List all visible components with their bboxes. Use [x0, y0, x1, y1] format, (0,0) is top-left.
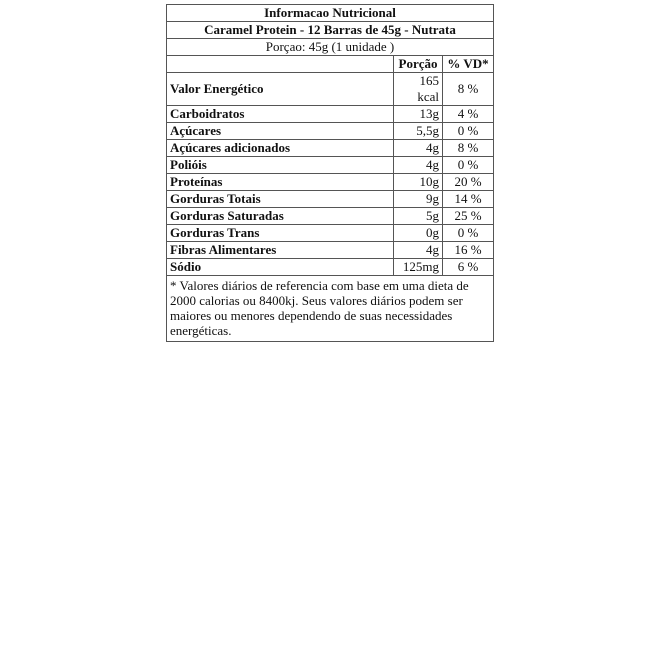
nutrient-name: Carboidratos [167, 106, 394, 123]
nutrient-name: Açúcares [167, 123, 394, 140]
footnote: * Valores diários de referencia com base em uma dieta de 2000 calorias ou 8400kj. Seus valores diários podem ser maiores ou menores dependendo de suas necessidades energéticas. [167, 276, 494, 342]
nutrient-vd: 0 % [443, 157, 494, 174]
nutrient-vd: 16 % [443, 242, 494, 259]
nutrient-vd: 0 % [443, 225, 494, 242]
nutrient-portion: 4g [394, 242, 443, 259]
nutrient-name: Gorduras Saturadas [167, 208, 394, 225]
nutrient-vd: 25 % [443, 208, 494, 225]
table-row [167, 242, 494, 259]
nutrient-portion: 5,5g [394, 123, 443, 140]
nutrient-vd: 6 % [443, 259, 494, 276]
serving-size: Porçao: 45g (1 unidade ) [167, 39, 494, 56]
table-row [167, 140, 494, 157]
table-title: Informacao Nutricional [167, 5, 494, 22]
table-row [167, 106, 494, 123]
nutrient-portion: 10g [394, 174, 443, 191]
column-header-portion: Porção [394, 56, 443, 73]
nutrient-portion: 165 kcal [394, 73, 443, 106]
table-row [167, 208, 494, 225]
nutrient-vd: 8 % [443, 73, 494, 106]
table-row [167, 191, 494, 208]
nutrient-vd: 20 % [443, 174, 494, 191]
table-row [167, 157, 494, 174]
nutrient-portion: 4g [394, 157, 443, 174]
table-row [167, 259, 494, 276]
nutrition-facts-table [166, 4, 494, 342]
column-header-row [167, 56, 494, 73]
nutrient-name: Fibras Alimentares [167, 242, 394, 259]
table-row [167, 123, 494, 140]
nutrient-vd: 0 % [443, 123, 494, 140]
nutrient-portion: 5g [394, 208, 443, 225]
table-row [167, 73, 494, 106]
nutrient-name: Gorduras Totais [167, 191, 394, 208]
nutrient-portion: 0g [394, 225, 443, 242]
title-row [167, 5, 494, 22]
nutrient-name: Polióis [167, 157, 394, 174]
nutrient-name: Sódio [167, 259, 394, 276]
nutrient-vd: 8 % [443, 140, 494, 157]
column-header-vd: % VD* [443, 56, 494, 73]
product-row [167, 22, 494, 39]
nutrient-name: Valor Energético [167, 73, 394, 106]
column-header-name [167, 56, 394, 73]
nutrient-name: Gorduras Trans [167, 225, 394, 242]
nutrient-vd: 4 % [443, 106, 494, 123]
nutrient-name: Açúcares adicionados [167, 140, 394, 157]
footnote-row [167, 276, 494, 342]
nutrient-portion: 125mg [394, 259, 443, 276]
product-name: Caramel Protein - 12 Barras de 45g - Nutrata [167, 22, 494, 39]
nutrient-portion: 13g [394, 106, 443, 123]
table-row [167, 174, 494, 191]
nutrient-vd: 14 % [443, 191, 494, 208]
nutrient-portion: 9g [394, 191, 443, 208]
serving-row [167, 39, 494, 56]
nutrient-portion: 4g [394, 140, 443, 157]
table-row [167, 225, 494, 242]
nutrient-name: Proteínas [167, 174, 394, 191]
